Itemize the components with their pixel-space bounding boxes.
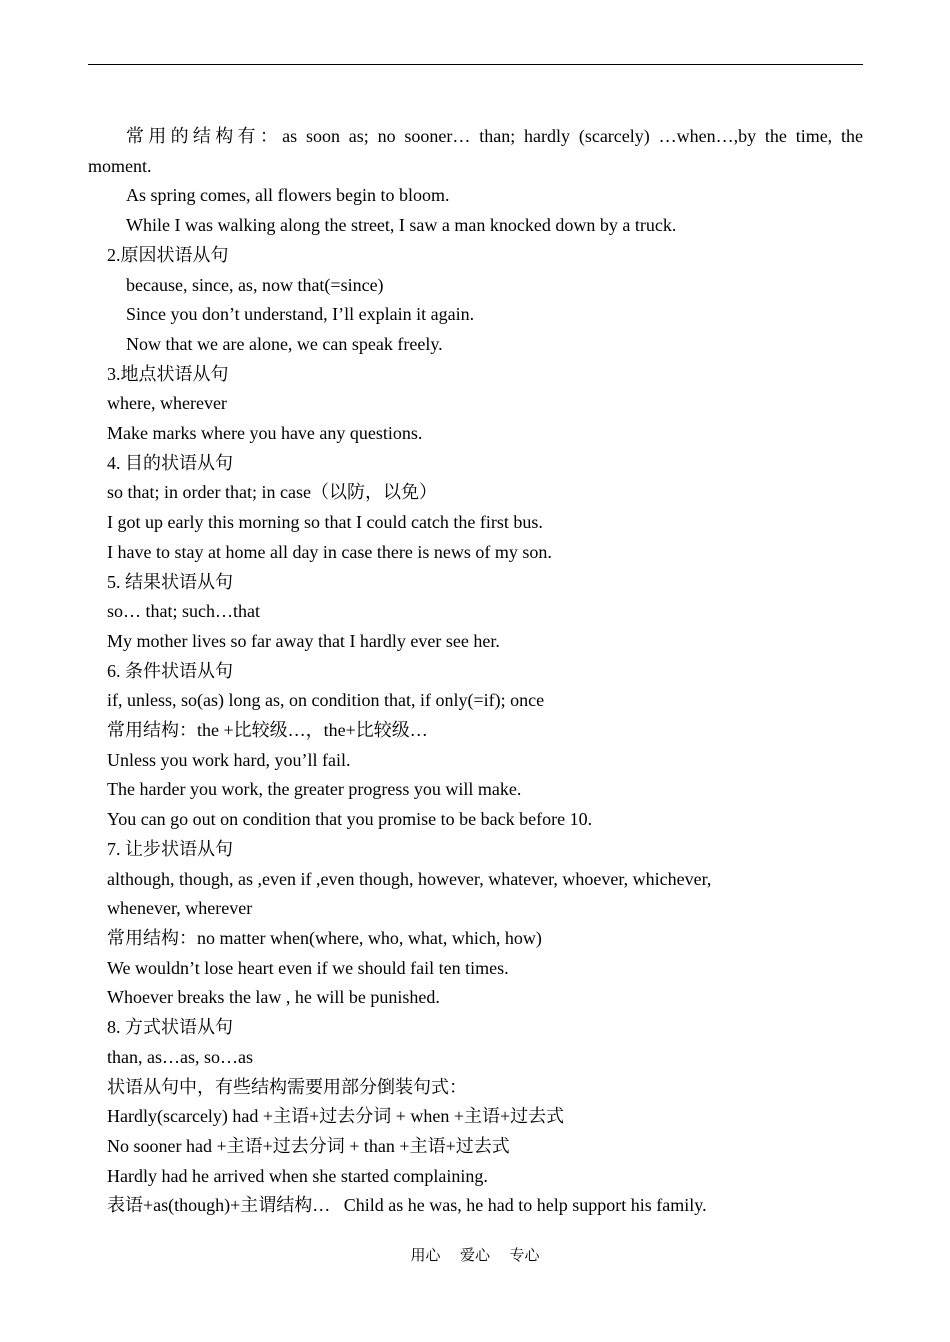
condition-example-2: The harder you work, the greater progress you will make. [107, 779, 522, 800]
result-example-1: My mother lives so far away that I hardly ever see her. [107, 630, 500, 651]
concession-example-1: We wouldn’t lose heart even if we should fail ten times. [107, 957, 509, 978]
result-conjunctions: so… that; such…that [107, 601, 260, 622]
manner-conjunctions: than, as…as, so…as [107, 1046, 253, 1067]
heading-manner-clause: 8. 方式状语从句 [107, 1017, 233, 1038]
inversion-intro: 状语从句中，有些结构需要用部分倒装句式： [107, 1076, 467, 1097]
concession-conjunctions-1: although, though, as ,even if ,even though, however, whatever, whoever, whichever, [107, 868, 712, 889]
heading-purpose-clause: 4. 目的状语从句 [107, 452, 233, 473]
heading-result-clause: 5. 结果状语从句 [107, 571, 233, 592]
heading-concession-clause: 7. 让步状语从句 [107, 838, 233, 859]
inversion-pattern-no-sooner: No sooner had +主语+过去分词 + than +主语+过去式 [107, 1135, 510, 1156]
reason-conjunctions: because, since, as, now that(=since) [126, 274, 384, 295]
intro-line-1: 常用的结构有：as soon as; no sooner… than; hardly (scarcely) …when…,by the time, the [126, 126, 863, 146]
condition-structure: 常用结构：the +比较级…，the+比较级… [107, 720, 428, 741]
concession-conjunctions-2: whenever, wherever [107, 898, 253, 919]
inversion-pattern-predicative: 表语+as(though)+主谓结构… Child as he was, he had to help support his family. [107, 1195, 707, 1216]
reason-example-1: Since you don’t understand, I’ll explain it again. [126, 304, 475, 325]
purpose-conjunctions: so that; in order that; in case（以防，以免） [107, 482, 437, 503]
condition-conjunctions: if, unless, so(as) long as, on condition that, if only(=if); once [107, 690, 545, 711]
condition-example-1: Unless you work hard, you’ll fail. [107, 749, 351, 770]
heading-place-clause: 3.地点状语从句 [107, 363, 229, 384]
header-rule [88, 64, 863, 65]
inversion-example-1: Hardly had he arrived when she started complaining. [107, 1165, 488, 1186]
heading-condition-clause: 6. 条件状语从句 [107, 660, 233, 681]
intro-line-2: moment. [88, 155, 152, 176]
document-body [88, 122, 863, 1221]
example-walking: While I was walking along the street, I saw a man knocked down by a truck. [126, 215, 677, 236]
concession-example-2: Whoever breaks the law , he will be punished. [107, 987, 440, 1008]
example-spring: As spring comes, all flowers begin to bloom. [126, 185, 450, 206]
place-conjunctions: where, wherever [107, 393, 227, 414]
page-footer: 用心 爱心 专心 [410, 1248, 540, 1264]
purpose-example-2: I have to stay at home all day in case there is news of my son. [107, 541, 552, 562]
place-example-1: Make marks where you have any questions. [107, 423, 423, 444]
reason-example-2: Now that we are alone, we can speak freely. [126, 333, 443, 354]
condition-example-3: You can go out on condition that you promise to be back before 10. [107, 809, 593, 830]
purpose-example-1: I got up early this morning so that I could catch the first bus. [107, 512, 543, 533]
inversion-pattern-hardly: Hardly(scarcely) had +主语+过去分词 + when +主语+过去式 [107, 1106, 565, 1127]
heading-reason-clause: 2.原因状语从句 [107, 244, 229, 265]
concession-structure: 常用结构：no matter when(where, who, what, which, how) [107, 927, 542, 948]
